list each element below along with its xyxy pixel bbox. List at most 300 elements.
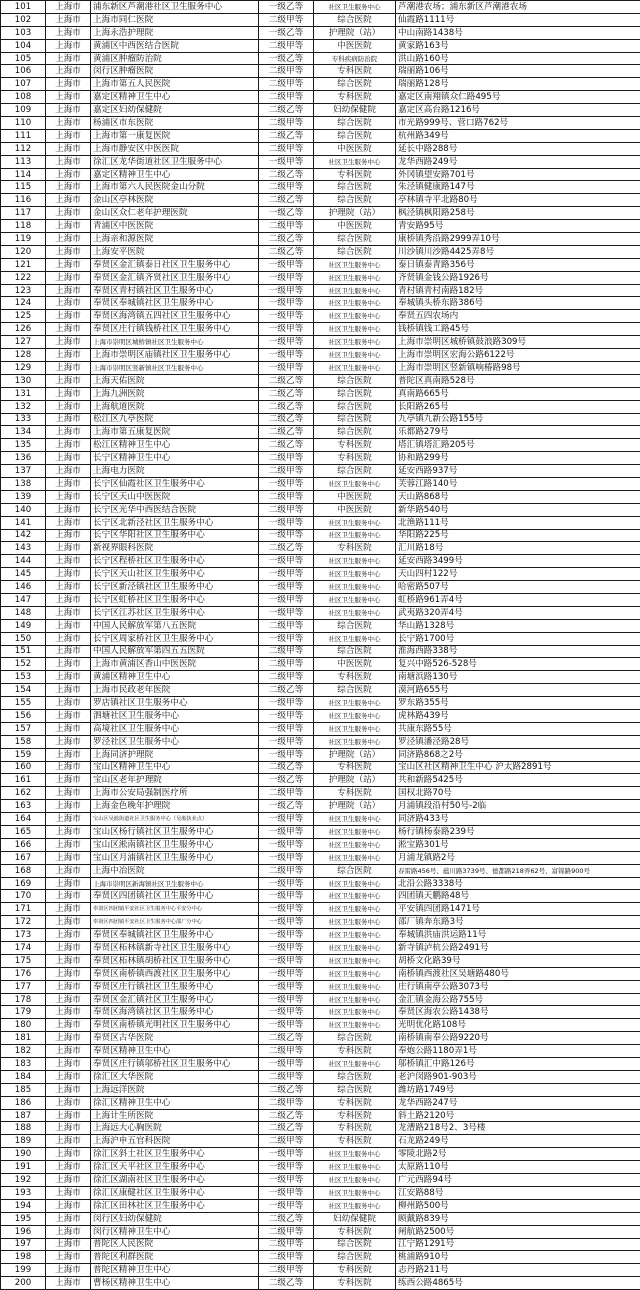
row-number: 195 [1,1212,46,1225]
row-number: 155 [1,697,46,710]
row-number: 154 [1,684,46,697]
city-cell: 上海市 [46,851,91,864]
address-cell: 练西公路4865号 [396,1277,640,1290]
table-row [1,1045,640,1058]
city-cell: 上海市 [46,361,91,374]
table-row [1,1006,640,1019]
grade-cell: 一级甲等 [259,1174,314,1187]
institution-name-cell: 宝山区吴淞街道社区卫生服务中心（吴淞执业点） [91,813,259,826]
institution-name-cell: 上海亲和源医院 [91,233,259,246]
address-cell: 延安西路3499号 [396,555,640,568]
address-cell: 顾戴路839号 [396,1212,640,1225]
city-cell: 上海市 [46,761,91,774]
table-row [1,1122,640,1135]
table-row [1,606,640,619]
table-row [1,942,640,955]
grade-cell: 二级甲等 [259,465,314,478]
institution-name-cell: 奉贤区四团镇社区卫生服务中心 [91,890,259,903]
category-cell: 中医医院 [314,658,396,671]
row-number: 190 [1,1148,46,1161]
category-cell: 社区卫生服务中心 [314,258,396,271]
address-cell: 南桥镇西渡社区吴塘路480号 [396,967,640,980]
grade-cell: 一级甲等 [259,748,314,761]
address-cell: 嘉定区南翔镇众仁路495号 [396,91,640,104]
city-cell: 上海市 [46,1070,91,1083]
row-number: 105 [1,52,46,65]
table-row [1,13,640,26]
row-number: 166 [1,838,46,851]
city-cell: 上海市 [46,942,91,955]
institution-name-cell: 松江区精神卫生中心 [91,439,259,452]
grade-cell: 二级乙等 [259,233,314,246]
table-row [1,903,640,916]
address-cell: 中山南路1438号 [396,26,640,39]
grade-cell: 二级甲等 [259,39,314,52]
row-number: 138 [1,477,46,490]
category-cell: 社区卫生服务中心 [314,735,396,748]
city-cell: 上海市 [46,181,91,194]
address-cell: 平安镇四团路1471号 [396,903,640,916]
grade-cell: 一级甲等 [259,942,314,955]
grade-cell: 二级乙等 [259,400,314,413]
row-number: 200 [1,1277,46,1290]
city-cell: 上海市 [46,593,91,606]
address-cell: 青村镇青村南路182号 [396,284,640,297]
address-cell: 北渔路111号 [396,516,640,529]
grade-cell: 一级甲等 [259,361,314,374]
address-cell: 共康东路55号 [396,722,640,735]
category-cell: 专科医院 [314,761,396,774]
address-cell: 漠河路655号 [396,684,640,697]
city-cell: 上海市 [46,529,91,542]
grade-cell: 二级乙等 [259,413,314,426]
table-row [1,632,640,645]
institution-name-cell: 上海远大心胸医院 [91,1122,259,1135]
city-cell: 上海市 [46,503,91,516]
city-cell: 上海市 [46,336,91,349]
category-cell: 综合医院 [314,194,396,207]
row-number: 148 [1,606,46,619]
row-number: 117 [1,207,46,220]
institution-name-cell: 松江区九亭医院 [91,413,259,426]
city-cell: 上海市 [46,1148,91,1161]
table-row [1,413,640,426]
city-cell: 上海市 [46,207,91,220]
city-cell: 上海市 [46,284,91,297]
table-row [1,387,640,400]
category-cell: 专科医院 [314,1264,396,1277]
institution-name-cell: 上海市崇明区竖新镇社区卫生服务中心 [91,361,259,374]
category-cell: 社区卫生服务中心 [314,954,396,967]
address-cell: 嘉定区高台路1216号 [396,104,640,117]
institution-name-cell: 闵行区精神卫生中心 [91,1225,259,1238]
category-cell: 中医医院 [314,503,396,516]
city-cell: 上海市 [46,1019,91,1032]
category-cell: 社区卫生服务中心 [314,516,396,529]
city-cell: 上海市 [46,413,91,426]
city-cell: 上海市 [46,1032,91,1045]
address-cell: 庄行镇南亭公路3073号 [396,980,640,993]
address-cell: 天山四村122号 [396,568,640,581]
row-number: 113 [1,155,46,168]
row-number: 149 [1,619,46,632]
table-row [1,361,640,374]
city-cell: 上海市 [46,426,91,439]
grade-cell: 二级乙等 [259,1083,314,1096]
grade-cell: 二级乙等 [259,426,314,439]
grade-cell: 二级乙等 [259,129,314,142]
row-number: 123 [1,284,46,297]
table-row [1,890,640,903]
row-number: 152 [1,658,46,671]
row-number: 112 [1,142,46,155]
row-number: 174 [1,942,46,955]
city-cell: 上海市 [46,387,91,400]
table-row [1,104,640,117]
address-cell: 南桥镇南奉公路9220号 [396,1032,640,1045]
institution-name-cell: 宝山区精神卫生中心 [91,761,259,774]
institution-name-cell: 长宁区虹桥社区卫生服务中心 [91,593,259,606]
address-cell: 真南路665号 [396,387,640,400]
institution-name-cell: 宝山区月浦镇社区卫生服务中心 [91,851,259,864]
table-row [1,581,640,594]
row-number: 169 [1,877,46,890]
institution-name-cell: 上海市民政老年医院 [91,684,259,697]
institution-name-cell: 上海计生所医院 [91,1109,259,1122]
category-cell: 综合医院 [314,426,396,439]
city-cell: 上海市 [46,542,91,555]
institution-name-cell: 黄浦区精神卫生中心 [91,671,259,684]
category-cell: 综合医院 [314,1251,396,1264]
grade-cell: 一级乙等 [259,1,314,14]
table-row [1,787,640,800]
institution-name-cell: 徐汇区田林社区卫生服务中心 [91,1199,259,1212]
city-cell: 上海市 [46,967,91,980]
city-cell: 上海市 [46,838,91,851]
city-cell: 上海市 [46,1045,91,1058]
city-cell: 上海市 [46,439,91,452]
grade-cell: 一级甲等 [259,709,314,722]
address-cell: 石龙路249号 [396,1135,640,1148]
institution-name-cell: 奉贤区金汇镇齐贤社区卫生服务中心 [91,271,259,284]
grade-cell: 二级甲等 [259,91,314,104]
category-cell: 社区卫生服务中心 [314,980,396,993]
institution-name-cell: 奉贤区四团镇平安社区卫生服务中心平安分中心 [91,903,259,916]
address-cell: 奉炮公路1180弄1号 [396,1045,640,1058]
grade-cell: 一级甲等 [259,954,314,967]
grade-cell: 一级甲等 [259,851,314,864]
institution-name-cell: 长宁区新泾镇社区卫生服务中心 [91,581,259,594]
grade-cell: 一级甲等 [259,581,314,594]
address-cell: 老沪闵路901-903号 [396,1070,640,1083]
city-cell: 上海市 [46,993,91,1006]
grade-cell: 二级甲等 [259,864,314,877]
category-cell: 综合医院 [314,374,396,387]
category-cell: 社区卫生服务中心 [314,722,396,735]
institution-name-cell: 奉贤区南桥镇光明社区卫生服务中心 [91,1019,259,1032]
institution-name-cell: 长宁区北新泾社区卫生服务中心 [91,516,259,529]
grade-cell: 一级甲等 [259,1148,314,1161]
city-cell: 上海市 [46,954,91,967]
table-row [1,709,640,722]
institution-name-cell: 长宁区程桥社区卫生服务中心 [91,555,259,568]
row-number: 104 [1,39,46,52]
city-cell: 上海市 [46,774,91,787]
row-number: 122 [1,271,46,284]
city-cell: 上海市 [46,826,91,839]
table-row [1,993,640,1006]
grade-cell: 二级甲等 [259,65,314,78]
row-number: 141 [1,516,46,529]
institution-name-cell: 宝山区杨行镇社区卫生服务中心 [91,826,259,839]
address-cell: 奉贤五四农场内 [396,310,640,323]
address-cell: 淞宝路301号 [396,838,640,851]
grade-cell: 二级甲等 [259,78,314,91]
category-cell: 社区卫生服务中心 [314,903,396,916]
category-cell: 综合医院 [314,1032,396,1045]
row-number: 187 [1,1109,46,1122]
institution-name-cell: 上海航道医院 [91,400,259,413]
grade-cell: 二级甲等 [259,142,314,155]
grade-cell: 二级甲等 [259,1264,314,1277]
address-cell: 延安西路937号 [396,465,640,478]
institution-name-cell: 上海沪申五官科医院 [91,1135,259,1148]
city-cell: 上海市 [46,310,91,323]
address-cell: 柳州路500号 [396,1199,640,1212]
address-cell: 志丹路211号 [396,1264,640,1277]
category-cell: 社区卫生服务中心 [314,529,396,542]
table-row [1,400,640,413]
category-cell: 社区卫生服务中心 [314,929,396,942]
address-cell: 太原路110号 [396,1161,640,1174]
row-number: 171 [1,903,46,916]
grade-cell: 一级甲等 [259,284,314,297]
table-row [1,761,640,774]
address-cell: 华阳路225号 [396,529,640,542]
category-cell: 社区卫生服务中心 [314,813,396,826]
institution-name-cell: 奉贤区金汇镇泰日社区卫生服务中心 [91,258,259,271]
address-cell: 桃浦路910号 [396,1251,640,1264]
row-number: 118 [1,220,46,233]
category-cell: 综合医院 [314,181,396,194]
table-row [1,271,640,284]
city-cell: 上海市 [46,155,91,168]
address-cell: 瑞丽路106号 [396,65,640,78]
grade-cell: 一级甲等 [259,890,314,903]
row-number: 199 [1,1264,46,1277]
row-number: 121 [1,258,46,271]
city-cell: 上海市 [46,864,91,877]
row-number: 135 [1,439,46,452]
institution-name-cell: 奉贤区柘林镇胡桥社区卫生服务中心 [91,954,259,967]
grade-cell: 一级甲等 [259,826,314,839]
address-cell: 龙漕路218号2、3号楼 [396,1122,640,1135]
institution-name-cell: 上海中冶医院 [91,864,259,877]
city-cell: 上海市 [46,568,91,581]
address-cell: 龙华西路247号 [396,1096,640,1109]
category-cell: 社区卫生服务中心 [314,1058,396,1071]
institution-name-cell: 嘉定区精神卫生中心 [91,168,259,181]
category-cell: 社区卫生服务中心 [314,697,396,710]
address-cell: 齐贤镇金钱公路1926号 [396,271,640,284]
category-cell: 护理院（站） [314,207,396,220]
table-row [1,465,640,478]
institution-name-cell: 黄浦区肿瘤防治院 [91,52,259,65]
category-cell: 社区卫生服务中心 [314,1148,396,1161]
address-cell: 钱桥镇钱工路45号 [396,323,640,336]
institution-name-cell: 闵行区肿瘤医院 [91,65,259,78]
row-number: 125 [1,310,46,323]
city-cell: 上海市 [46,477,91,490]
row-number: 144 [1,555,46,568]
row-number: 161 [1,774,46,787]
table-row [1,490,640,503]
table-row [1,1,640,14]
row-number: 159 [1,748,46,761]
category-cell: 专科医院 [314,439,396,452]
grade-cell: 一级甲等 [259,336,314,349]
category-cell: 社区卫生服务中心 [314,568,396,581]
row-number: 131 [1,387,46,400]
category-cell: 中医医院 [314,490,396,503]
grade-cell: 一级甲等 [259,722,314,735]
institution-name-cell: 上海市公安局强制医疗所 [91,787,259,800]
grade-cell: 二级甲等 [259,1251,314,1264]
city-cell: 上海市 [46,13,91,26]
row-number: 139 [1,490,46,503]
table-row [1,207,640,220]
table-row [1,310,640,323]
city-cell: 上海市 [46,349,91,362]
institution-name-cell: 奉贤区庄行镇钱桥社区卫生服务中心 [91,323,259,336]
category-cell: 社区卫生服务中心 [314,993,396,1006]
city-cell: 上海市 [46,142,91,155]
category-cell: 专科医院 [314,671,396,684]
city-cell: 上海市 [46,787,91,800]
address-cell: 枫泾镇枫阳路258号 [396,207,640,220]
table-row [1,1238,640,1251]
address-cell: 月浦龙镇路2号 [396,851,640,864]
address-cell: 江宁路1291号 [396,1238,640,1251]
row-number: 114 [1,168,46,181]
city-cell: 上海市 [46,129,91,142]
table-row [1,838,640,851]
grade-cell: 一级甲等 [259,1019,314,1032]
row-number: 193 [1,1186,46,1199]
grade-cell: 一级甲等 [259,155,314,168]
table-row [1,65,640,78]
grade-cell: 一级甲等 [259,477,314,490]
address-cell: 共和新路5425号 [396,774,640,787]
grade-cell: 一级甲等 [259,1199,314,1212]
row-number: 137 [1,465,46,478]
table-row [1,1096,640,1109]
grade-cell: 一级甲等 [259,529,314,542]
institution-name-cell: 徐汇区康健社区卫生服务中心 [91,1186,259,1199]
address-cell: 上海市崇明区宏海公路6122号 [396,349,640,362]
grade-cell: 二级甲等 [259,671,314,684]
city-cell: 上海市 [46,645,91,658]
category-cell: 专科医院 [314,168,396,181]
grade-cell: 二级甲等 [259,787,314,800]
category-cell: 专科医院 [314,787,396,800]
grade-cell: 一级甲等 [259,1006,314,1019]
category-cell: 社区卫生服务中心 [314,297,396,310]
grade-cell: 二级乙等 [259,387,314,400]
category-cell: 社区卫生服务中心 [314,890,396,903]
category-cell: 专科医院 [314,1277,396,1290]
table-row [1,220,640,233]
category-cell: 综合医院 [314,400,396,413]
grade-cell: 二级甲等 [259,503,314,516]
grade-cell: 一级甲等 [259,349,314,362]
row-number: 164 [1,813,46,826]
address-cell: 亭林镇寺平北路80号 [396,194,640,207]
category-cell: 社区卫生服务中心 [314,581,396,594]
table-row [1,684,640,697]
row-number: 140 [1,503,46,516]
table-row [1,568,640,581]
grade-cell: 一级甲等 [259,697,314,710]
category-cell: 妇幼保健院 [314,1212,396,1225]
institution-name-cell: 奉贤区海湾镇五四社区卫生服务中心 [91,310,259,323]
grade-cell: 一级甲等 [259,980,314,993]
institution-name-cell: 长宁区精神卫生中心 [91,452,259,465]
grade-cell: 二级甲等 [259,220,314,233]
row-number: 111 [1,129,46,142]
city-cell: 上海市 [46,1225,91,1238]
institution-name-cell: 奉贤区四团镇平安社区卫生服务中心邵厂分中心 [91,916,259,929]
row-number: 172 [1,916,46,929]
city-cell: 上海市 [46,258,91,271]
institution-name-cell: 上海天佑医院 [91,374,259,387]
institution-name-cell: 上海市第一康复医院 [91,129,259,142]
table-row [1,452,640,465]
institution-name-cell: 长宁区天山中医医院 [91,490,259,503]
category-cell: 妇幼保健院 [314,104,396,117]
table-row [1,671,640,684]
table-row [1,826,640,839]
address-cell: 上海市崇明区城桥镇鼓浪路309号 [396,336,640,349]
table-row [1,516,640,529]
institution-name-cell: 奉贤区精神卫生中心 [91,1045,259,1058]
row-number: 115 [1,181,46,194]
table-row [1,980,640,993]
table-row [1,916,640,929]
grade-cell: 二级乙等 [259,1032,314,1045]
row-number: 116 [1,194,46,207]
category-cell: 综合医院 [314,78,396,91]
grade-cell: 一级甲等 [259,916,314,929]
city-cell: 上海市 [46,722,91,735]
institution-name-cell: 长宁区江苏社区卫生服务中心 [91,606,259,619]
grade-cell: 一级甲等 [259,555,314,568]
category-cell: 专科医院 [314,1135,396,1148]
institution-name-cell: 奉贤区海湾镇社区卫生服务中心 [91,1006,259,1019]
table-row [1,129,640,142]
address-cell: 华山路1328号 [396,619,640,632]
institution-name-cell: 上海市静安区中医医院 [91,142,259,155]
table-row [1,374,640,387]
grade-cell: 二级乙等 [259,1122,314,1135]
city-cell: 上海市 [46,323,91,336]
category-cell: 专科医院 [314,452,396,465]
row-number: 177 [1,980,46,993]
table-row [1,39,640,52]
institution-name-cell: 上海同济护理院 [91,748,259,761]
row-number: 179 [1,1006,46,1019]
category-cell: 社区卫生服务中心 [314,826,396,839]
